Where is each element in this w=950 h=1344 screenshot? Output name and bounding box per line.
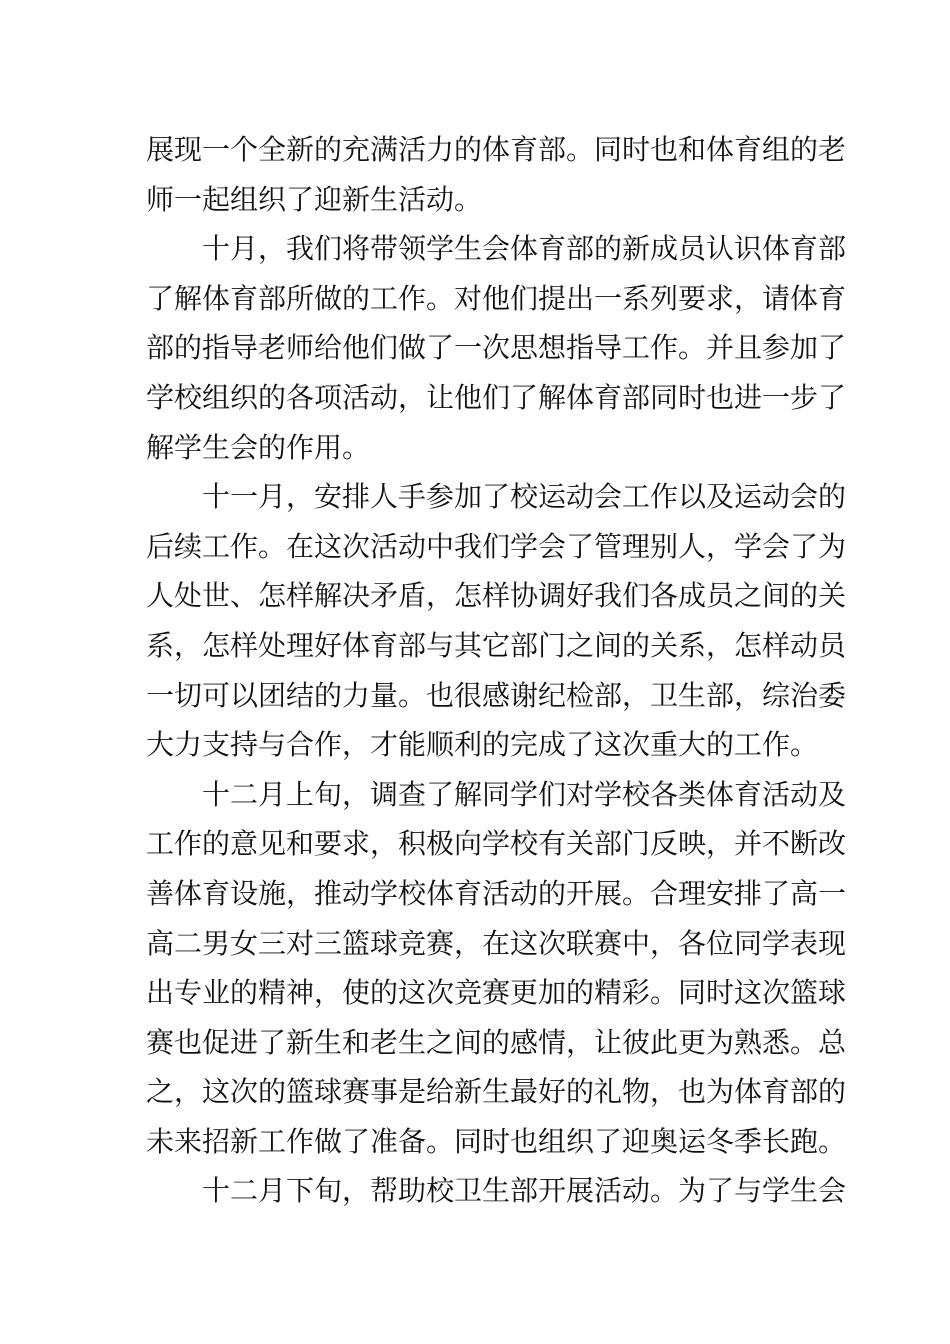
text-line: 学校组织的各项活动，让他们了解体育部同时也进一步了 <box>146 380 847 414</box>
text-line: 了解体育部所做的工作。对他们提出一系列要求，请体育 <box>146 281 847 315</box>
paragraph-first-line: 十月，我们将带领学生会体育部的新成员认识体育部 <box>202 232 847 266</box>
paragraph-first-line: 十二月上旬，调查了解同学们对学校各类体育活动及 <box>202 777 847 811</box>
text-line: 工作的意见和要求，积极向学校有关部门反映，并不断改 <box>146 827 847 861</box>
text-line: 之，这次的篮球赛事是给新生最好的礼物，也为体育部的 <box>146 1075 847 1109</box>
text-line: 未来招新工作做了准备。同时也组织了迎奥运冬季长跑。 <box>146 1124 847 1158</box>
paragraph-first-line: 十二月下旬，帮助校卫生部开展活动。为了与学生会 <box>202 1174 847 1208</box>
document-body <box>146 125 847 1216</box>
text-line: 后续工作。在这次活动中我们学会了管理别人，学会了为 <box>146 529 847 563</box>
text-line: 师一起组织了迎新生活动。 <box>146 182 483 216</box>
text-line: 赛也促进了新生和老生之间的感情，让彼此更为熟悉。总 <box>146 1025 847 1059</box>
text-line: 人处世、怎样解决矛盾，怎样协调好我们各成员之间的关 <box>146 579 847 613</box>
text-line: 一切可以团结的力量。也很感谢纪检部，卫生部，综治委 <box>146 678 847 712</box>
text-line: 大力支持与合作，才能顺利的完成了这次重大的工作。 <box>146 728 819 762</box>
text-line: 展现一个全新的充满活力的体育部。同时也和体育组的老 <box>146 133 847 166</box>
text-line: 高二男女三对三篮球竞赛，在这次联赛中，各位同学表现 <box>146 926 847 960</box>
text-line: 善体育设施，推动学校体育活动的开展。合理安排了高一 <box>146 876 847 910</box>
text-line: 系，怎样处理好体育部与其它部门之间的关系，怎样动员 <box>146 628 847 662</box>
text-line: 解学生会的作用。 <box>146 430 371 464</box>
paragraph-first-line: 十一月，安排人手参加了校运动会工作以及运动会的 <box>202 480 847 514</box>
text-line: 出专业的精神，使的这次竞赛更加的精彩。同时这次篮球 <box>146 976 847 1010</box>
text-line: 部的指导老师给他们做了一次思想指导工作。并且参加了 <box>146 331 847 365</box>
